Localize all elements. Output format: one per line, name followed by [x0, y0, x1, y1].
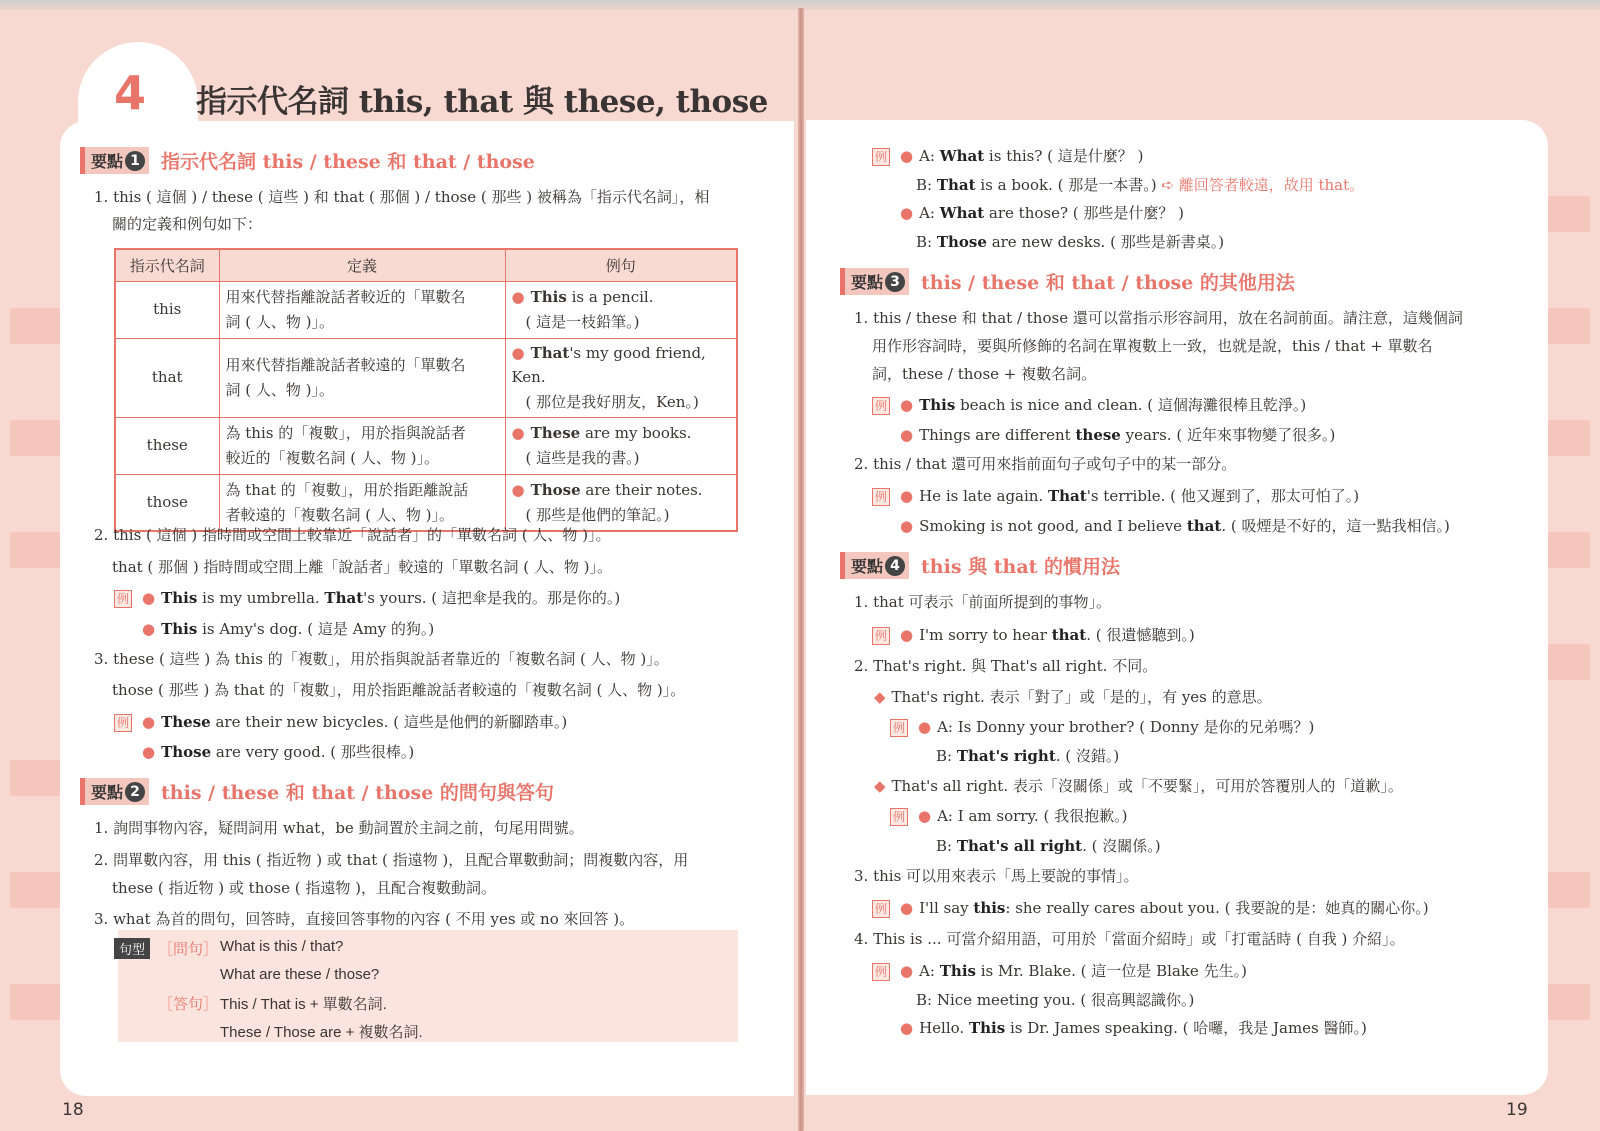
example-text: Hello. [919, 1019, 969, 1037]
table-cell-example [505, 281, 737, 338]
text-line: that ( 那個 ) 指時間或空間上離「說話者」較遠的「單數名詞 ( 人、物 )」。 [112, 558, 612, 576]
diamond-text: That's right. 表示「對了」或「是的」，有 yes 的意思。 [891, 688, 1272, 706]
table-cell-example [505, 474, 737, 531]
keyword: What [939, 147, 985, 165]
text-line: 1. 詢問事物內容，疑問詞用 what，be 動詞置於主詞之前，句尾用問號。 [94, 819, 584, 837]
note-text: ➪ 離回答者較遠，故用 that。 [1161, 176, 1365, 194]
speaker: A: [919, 147, 940, 165]
example-text: . ( 吸煙是不好的，這一點我相信。) [1221, 517, 1450, 535]
text-line: 3. this 可以用來表示「馬上要說的事情」。 [854, 867, 1139, 885]
stripe-left-3 [10, 532, 62, 568]
example-keyword: That [530, 343, 570, 362]
example-text: are those? ( 那些是什麼？ ) [984, 204, 1185, 222]
stripe-right-2 [1548, 308, 1590, 344]
text-line: 3. these ( 這些 ) 為 this 的「複數」，用於指與說話者靠近的「複數名詞 ( 人、物 )」。 [94, 650, 669, 668]
table-row [115, 281, 737, 338]
example-line [900, 1017, 1367, 1038]
example-text: 's yours. ( 這把傘是我的。那是你的。) [363, 589, 621, 607]
speaker: B: [936, 837, 957, 855]
demonstrative-pronoun-table [114, 248, 738, 532]
stripe-left-6 [10, 984, 62, 1020]
keyword: Those [936, 233, 987, 251]
diamond-bullet: ◆ [874, 777, 886, 795]
example-tag: 例 [872, 488, 890, 506]
example-line [890, 805, 1127, 826]
point-tag [80, 147, 149, 174]
bullet-dot: ● [900, 517, 914, 535]
text-line: these ( 指近物 ) 或 those ( 指遠物 )，且配合複數動詞。 [112, 879, 496, 897]
stripe-right-6 [1548, 872, 1590, 908]
definition-line: 為 this 的「複數」，用於指與說話者 [225, 424, 466, 442]
question-label: ［問句］ [158, 940, 219, 958]
example-line [900, 202, 1184, 223]
table-cell-word: these [115, 417, 219, 474]
table-row [115, 338, 737, 417]
text-line: 詞，these / those + 複數名詞。 [872, 365, 1097, 383]
point-label: 要點 [91, 783, 124, 802]
speaker: A: [919, 962, 940, 980]
example-keyword: Those [530, 480, 581, 499]
keyword: This [919, 396, 956, 414]
table-header: 指示代名詞 [115, 249, 219, 281]
point-4-header [840, 552, 1120, 579]
bullet-dot: ● [900, 396, 914, 414]
example-text: is Dr. James speaking. ( 哈囉，我是 James 醫師。) [1005, 1019, 1367, 1037]
bullet-dot: ● [511, 480, 525, 499]
example-line [114, 587, 620, 608]
example-text: is Mr. Blake. ( 這一位是 Blake 先生。) [975, 962, 1247, 980]
example-text: beach is nice and clean. ( 這個海灘很棒且乾淨。) [955, 396, 1307, 414]
example-line [890, 716, 1314, 737]
table-cell-example [505, 417, 737, 474]
example-tag: 例 [114, 590, 132, 608]
example-tag: 例 [114, 714, 132, 732]
bullet-dot: ● [900, 426, 914, 444]
pattern-line: This / That is + 單數名詞. [220, 996, 387, 1013]
definition-line: 詞 ( 人、物 )」。 [225, 312, 335, 331]
example-text: . ( 很遺憾聽到。) [1086, 626, 1195, 644]
text-line: 1. that 可表示「前面所提到的事物」。 [854, 593, 1112, 611]
example-text: 's my good friend, Ken. [511, 343, 706, 387]
definition-line: 為 that 的「複數」，用於指距離說話 [225, 480, 469, 499]
text-line: 1. this / these 和 that / those 還可以當指示形容詞用，放在名詞前面。請注意，這幾個詞 [854, 309, 1463, 327]
keyword: this [973, 899, 1006, 917]
stripe-right-7 [1548, 984, 1590, 1020]
table-cell-definition [219, 417, 505, 474]
example-text: . ( 沒關係。) [1082, 837, 1161, 855]
text-line: 2. 問單數內容，用 this ( 指近物 ) 或 that ( 指遠物 )，且配合單數動詞；問複數內容，用 [94, 851, 689, 869]
bullet-dot: ● [142, 743, 156, 761]
keyword: These [161, 713, 211, 731]
speaker: B: [916, 176, 937, 194]
example-line [936, 835, 1161, 856]
point-tag [80, 778, 149, 805]
text-line: 1. this ( 這個 ) / these ( 這些 ) 和 that ( 那個 ) / those ( 那些 ) 被稱為「指示代名詞」，相 [94, 188, 710, 206]
stripe-left-5 [10, 872, 62, 908]
point-1-header [80, 147, 535, 174]
example-text: are new desks. ( 那些是新書桌。) [986, 233, 1225, 251]
point-tag [840, 552, 909, 579]
example-line [114, 711, 567, 732]
point-label: 要點 [851, 557, 884, 576]
example-translation: ( 那位是我好朋友，Ken。) [525, 393, 699, 411]
point-title: this 與 that 的慣用法 [921, 556, 1121, 578]
point-number: 1 [125, 151, 145, 171]
keyword: That [324, 589, 364, 607]
bullet-dot: ● [142, 713, 156, 731]
bullet-dot: ● [900, 147, 914, 165]
speaker: A: [919, 204, 940, 222]
bullet-dot: ● [900, 899, 914, 917]
example-line [872, 145, 1143, 166]
bullet-dot: ● [511, 424, 525, 442]
book-spine [798, 8, 804, 1131]
speaker: B: [936, 747, 957, 765]
example-line [142, 618, 434, 639]
example-text: years. ( 近年來事物變了很多。) [1120, 426, 1336, 444]
pattern-tag: 句型 [114, 938, 150, 959]
stripe-right-3 [1548, 420, 1590, 456]
table-cell-definition [219, 281, 505, 338]
bullet-dot: ● [511, 287, 525, 306]
table-cell-word: that [115, 338, 219, 417]
keyword: that [1186, 517, 1222, 535]
point-title: this / these 和 that / those 的其他用法 [921, 272, 1295, 294]
stripe-right-4 [1548, 532, 1590, 568]
example-text: A: I am sorry. ( 我很抱歉。) [937, 807, 1128, 825]
page-number-right: 19 [1506, 1100, 1528, 1120]
chapter-title: 指示代名詞 this, that 與 these, those [196, 84, 768, 120]
definition-line: 詞 ( 人、物 )」。 [225, 380, 335, 399]
example-line [900, 424, 1335, 445]
example-text: are very good. ( 那些很棒。) [211, 743, 415, 761]
bullet-dot: ● [511, 343, 525, 362]
example-translation: ( 這些是我的書。) [525, 448, 640, 467]
example-text: A: Is Donny your brother? ( Donny 是你的兄弟嗎？) [937, 718, 1315, 736]
example-text: is a book. ( 那是一本書。) [975, 176, 1162, 194]
example-text: : she really cares about you. ( 我要說的是：她真的關心你。) [1005, 899, 1429, 917]
point-number: 3 [885, 272, 905, 292]
diamond-line [874, 686, 1272, 707]
text-line: 2. this ( 這個 ) 指時間或空間上較靠近「說話者」的「單數名詞 ( 人、物 )」。 [94, 526, 611, 544]
text-line: 3. what 為首的問句，回答時，直接回答事物的內容 ( 不用 yes 或 no 來回答 )。 [94, 910, 635, 928]
example-tag: 例 [872, 627, 890, 645]
example-tag: 例 [890, 808, 908, 826]
point-tag [840, 268, 909, 295]
pattern-line: What are these / those? [220, 966, 380, 983]
bullet-dot: ● [142, 589, 156, 607]
chapter-number: 4 [114, 66, 147, 120]
table-header: 定義 [219, 249, 505, 281]
example-text: are their new bicycles. ( 這些是他們的新腳踏車。) [210, 713, 568, 731]
definition-line: 用來代替指離說話者較遠的「單數名 [225, 355, 466, 374]
bullet-dot: ● [900, 204, 914, 222]
diamond-line [874, 775, 1403, 796]
stripe-left-2 [10, 420, 62, 456]
keyword: What [939, 204, 985, 222]
keyword: This [968, 1019, 1006, 1037]
example-text: . ( 沒錯。) [1055, 747, 1120, 765]
example-line: B: Nice meeting you. ( 很高興認識你。) [916, 991, 1195, 1009]
keyword: This [161, 620, 198, 638]
example-text: is this? ( 這是什麼？ ) [984, 147, 1144, 165]
example-line [872, 394, 1306, 415]
example-text: is a pencil. [566, 287, 654, 306]
diamond-text: That's all right. 表示「沒關係」或「不要緊」，可用於答覆別人的「道歉」。 [891, 777, 1403, 795]
example-line [916, 231, 1224, 252]
pattern-line: These / Those are + 複數名詞. [220, 1024, 423, 1041]
text-line: those ( 那些 ) 為 that 的「複數」，用於指距離說話者較遠的「複數名詞 ( 人、物 )」。 [112, 681, 686, 699]
bullet-dot: ● [918, 718, 932, 736]
definition-line: 者較遠的「複數名詞 ( 人、物 )」。 [225, 505, 455, 524]
keyword: That [1047, 487, 1087, 505]
example-text: I'm sorry to hear [919, 626, 1052, 644]
stripe-left-4 [10, 760, 62, 796]
example-tag: 例 [872, 963, 890, 981]
table-row [115, 417, 737, 474]
pattern-question-label [158, 938, 218, 959]
example-text: I'll say [919, 899, 974, 917]
stripe-right-5 [1548, 644, 1590, 680]
pattern-line: What is this / that? [220, 938, 344, 955]
example-line [872, 485, 1359, 506]
example-translation: ( 這是一枝鉛筆。) [525, 312, 640, 331]
answer-label: ［答句］ [158, 995, 219, 1013]
table-cell-word: this [115, 281, 219, 338]
page-number-left: 18 [62, 1100, 84, 1120]
example-tag: 例 [872, 900, 890, 918]
keyword: That's right [956, 747, 1056, 765]
example-text: are my books. [580, 424, 692, 442]
text-line: 2. this / that 還可用來指前面句子或句子中的某一部分。 [854, 455, 1237, 473]
keyword: This [939, 962, 976, 980]
example-text: is my umbrella. [197, 589, 325, 607]
table-cell-example [505, 338, 737, 417]
pattern-answer-label [158, 993, 218, 1014]
point-title: this / these 和 that / those 的問句與答句 [161, 782, 554, 804]
point-number: 2 [125, 782, 145, 802]
speaker: B: [916, 233, 937, 251]
example-text: He is late again. [919, 487, 1048, 505]
keyword: That's all right [956, 837, 1083, 855]
bullet-dot: ● [900, 962, 914, 980]
keyword: these [1075, 426, 1121, 444]
keyword: This [161, 589, 198, 607]
example-tag: 例 [890, 719, 908, 737]
stripe-right-1 [1548, 196, 1590, 232]
table-cell-definition [219, 338, 505, 417]
example-text: is Amy's dog. ( 這是 Amy 的狗。) [197, 620, 435, 638]
example-line [872, 624, 1195, 645]
definition-line: 用來代替指離說話者較近的「單數名 [225, 287, 466, 306]
point-number: 4 [885, 556, 905, 576]
example-line [916, 174, 1364, 195]
point-2-header [80, 778, 554, 805]
example-translation: ( 那些是他們的筆記。) [525, 505, 670, 524]
example-text: are their notes. [580, 480, 703, 499]
example-line [872, 897, 1429, 918]
point-label: 要點 [851, 273, 884, 292]
bullet-dot: ● [900, 487, 914, 505]
text-line: 2. That's right. 與 That's all right. 不同。 [854, 657, 1158, 675]
bullet-dot: ● [142, 620, 156, 638]
text-line: 關的定義和例句如下： [112, 215, 263, 233]
bullet-dot: ● [900, 1019, 914, 1037]
point-3-header [840, 268, 1295, 295]
example-line [900, 515, 1450, 536]
example-line [872, 960, 1247, 981]
diamond-bullet: ◆ [874, 688, 886, 706]
example-keyword: This [530, 287, 567, 306]
example-text: Things are different [919, 426, 1076, 444]
example-line [936, 745, 1119, 766]
table-cell-definition [219, 474, 505, 531]
stripe-left-1 [10, 308, 62, 344]
example-text: 's terrible. ( 他又遲到了，那太可怕了。) [1086, 487, 1360, 505]
example-keyword: These [530, 424, 581, 442]
example-text: Smoking is not good, and I believe [919, 517, 1187, 535]
text-line: 4. This is ... 可當介紹用語，可用於「當面介紹時」或「打電話時 ( 自我 ) 介紹」。 [854, 930, 1405, 948]
keyword: that [1051, 626, 1087, 644]
table-row [115, 474, 737, 531]
point-label: 要點 [91, 152, 124, 171]
keyword: Those [161, 743, 212, 761]
point-title: 指示代名詞 this / these 和 that / those [161, 151, 535, 173]
text-line: 用作形容詞時，要與所修飾的名詞在單複數上一致，也就是說，this / that + 單數名 [872, 337, 1433, 355]
bullet-dot: ● [900, 626, 914, 644]
bullet-dot: ● [918, 807, 932, 825]
example-tag: 例 [872, 148, 890, 166]
definition-line: 較近的「複數名詞 ( 人、物 )」。 [225, 448, 440, 467]
table-header: 例句 [505, 249, 737, 281]
example-tag: 例 [872, 397, 890, 415]
table-cell-word: those [115, 474, 219, 531]
example-line [142, 741, 414, 762]
keyword: That [936, 176, 976, 194]
